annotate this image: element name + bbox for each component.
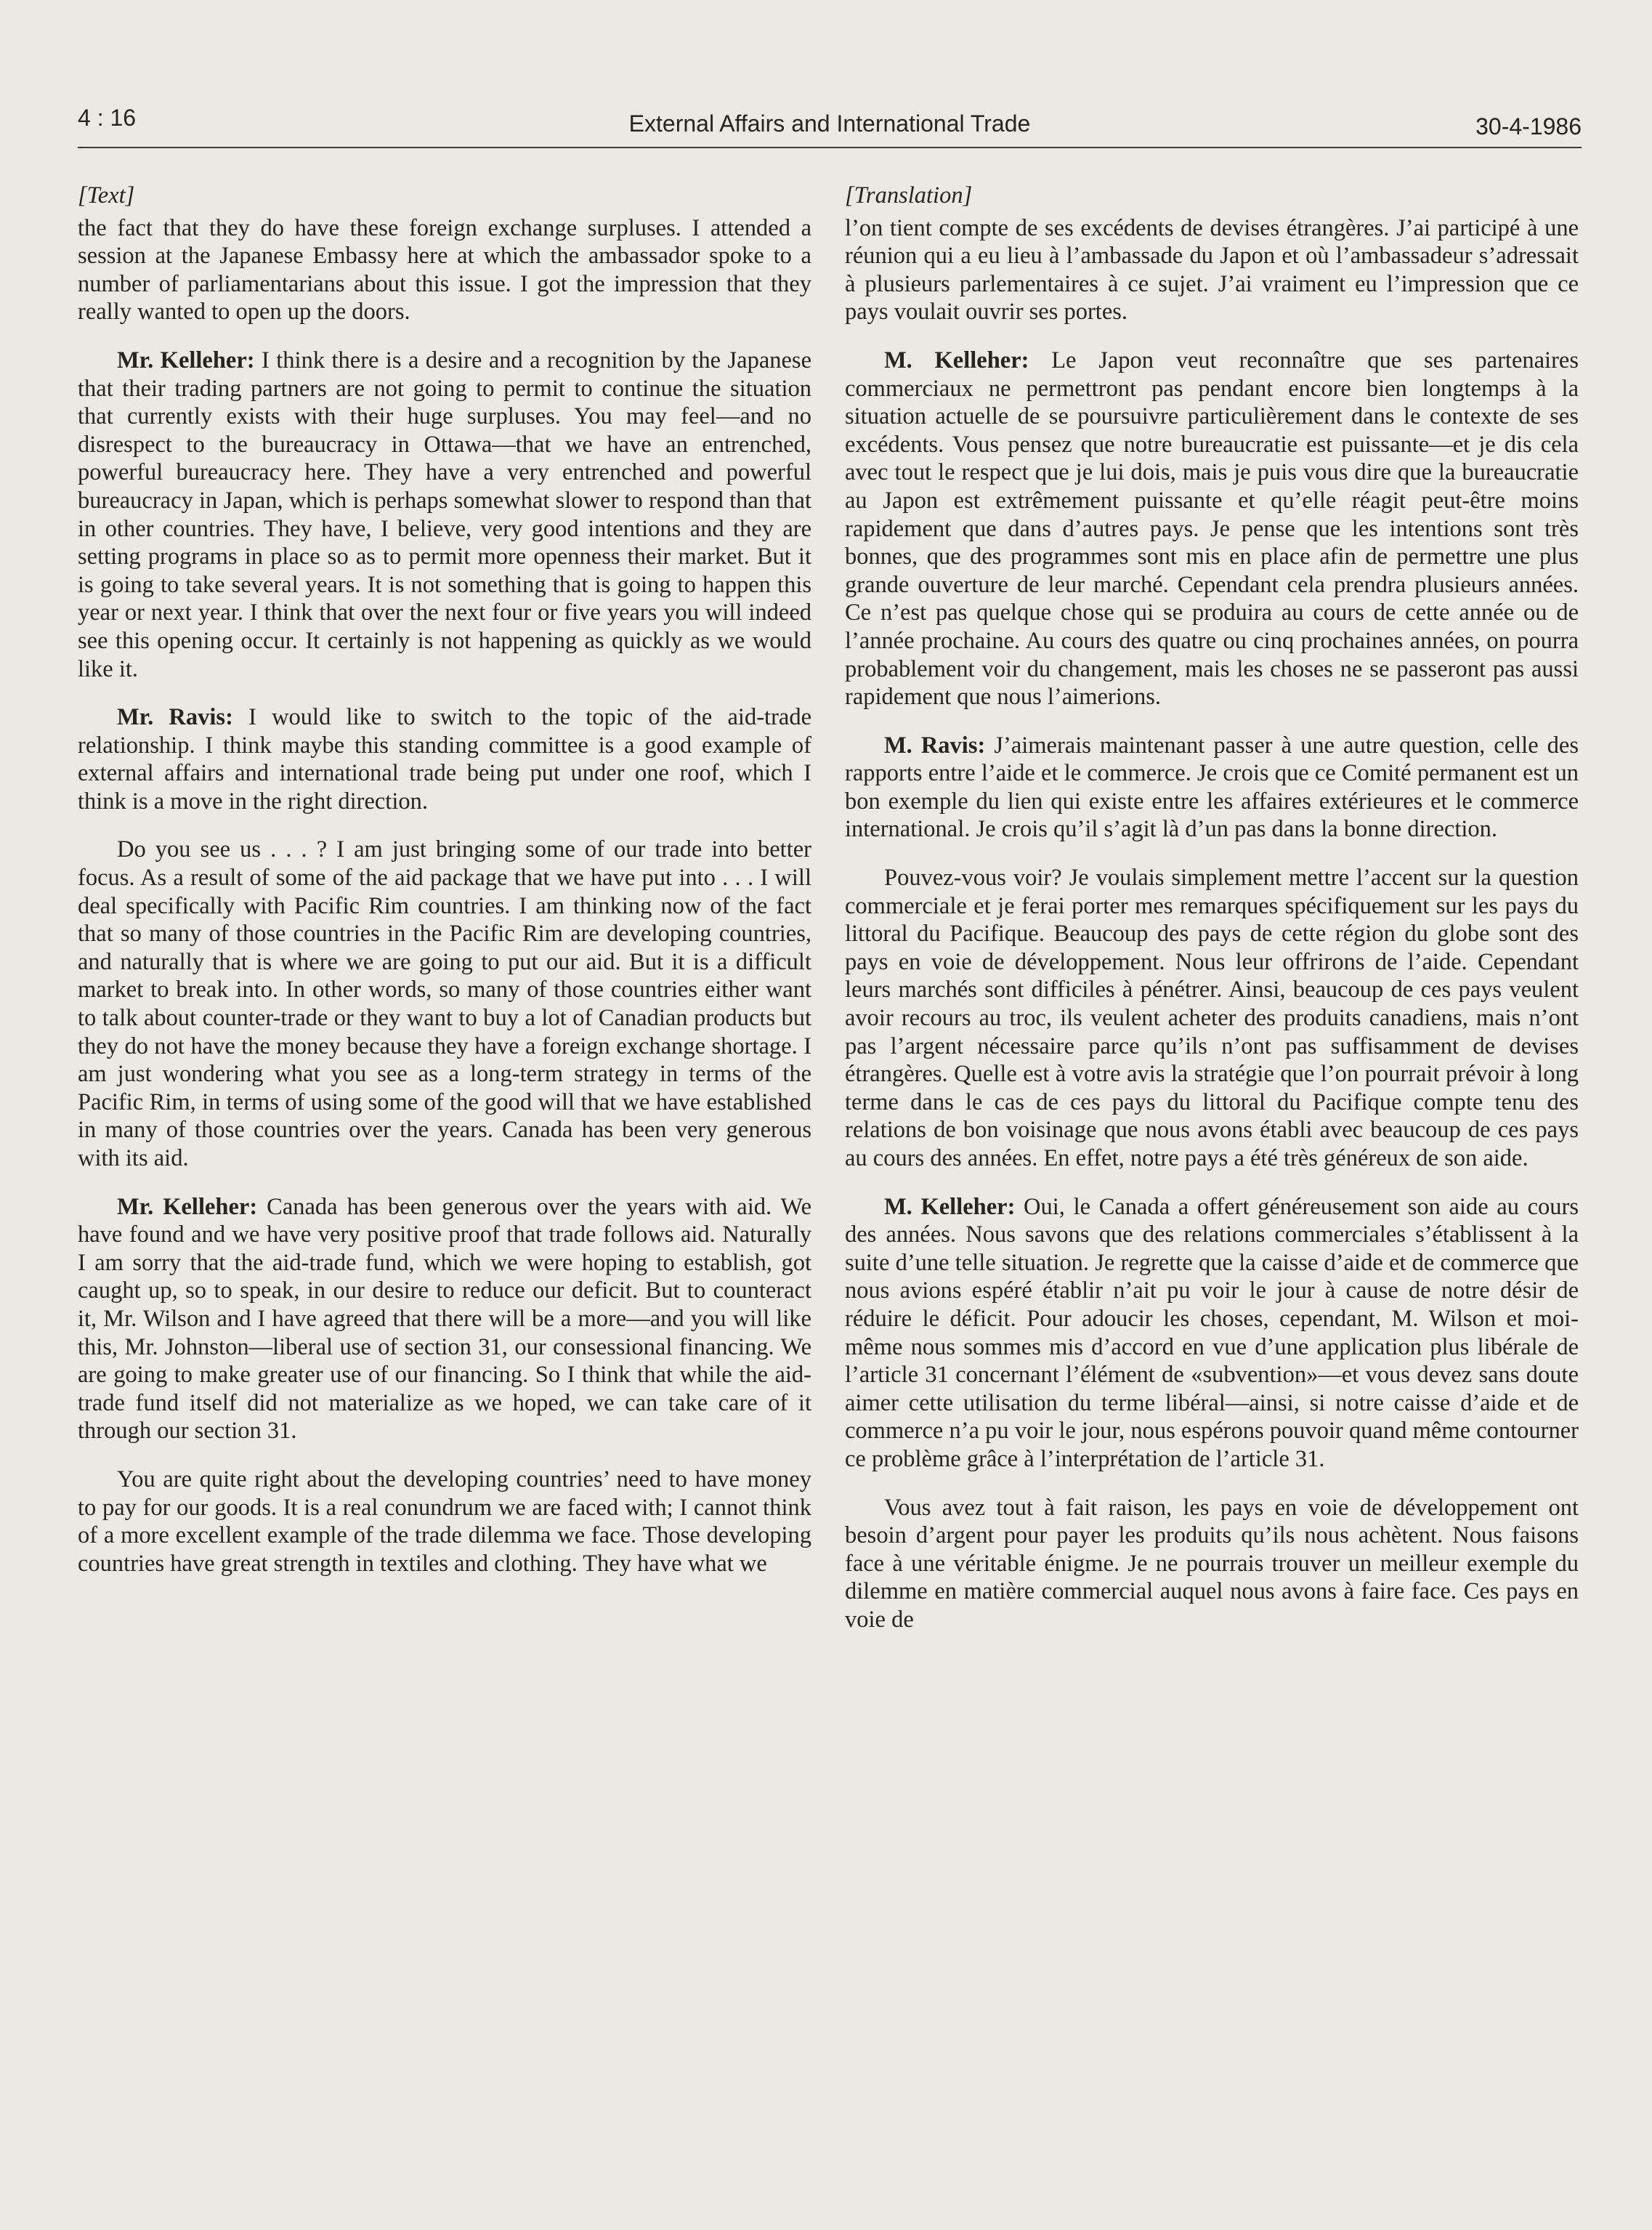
paragraph: Mr. Kelleher: Canada has been generous over the years with aid. We have found and we have very positive proof that trade follows aid. Naturally I am sorry that the aid-trade fund, which we were hoping to establish, got caught up, so to speak, in our desire to reduce our deficit. But to counteract it, Mr. Wilson and I have agreed that there will be a more—and you will like this, Mr. Johnston—liberal use of section 31, our consessional financing. We are going to make greater use of our financing. So I think that while the aid-trade fund itself did not materialize as we hoped, we can take care of it through our section 31. (78, 1193, 811, 1445)
paragraph: You are quite right about the developing countries’ need to have money to pay for our goods. It is a real conundrum we are faced with; I cannot think of a more excellent example of the trade dilemma we face. Those developing countries have great strength in textiles and clothing. They have what we (78, 1466, 811, 1577)
speaker-name: M. Kelleher: (884, 1193, 1016, 1220)
publication-title: External Affairs and International Trade (628, 110, 1031, 137)
paragraph: the fact that they do have these foreign exchange surpluses. I attended a session at the Japanese Embassy here at which the ambassador spoke to a number of parliamentarians about this issue. I got the impression that they really wanted to open up the doors. (78, 214, 811, 326)
speaker-name: M. Ravis: (884, 732, 986, 759)
speaker-name: Mr. Kelleher: (117, 1193, 258, 1220)
paragraph: M. Ravis: J’aimerais maintenant passer à une autre question, celle des rapports entre l’aide et le commerce. Je crois que ce Comité permanent est un bon exemple du lien qui existe entre les affaires extérieures et le commerce international. Je crois qu’il s’agit là d’un pas dans la bonne direction. (845, 732, 1579, 843)
paragraph: l’on tient compte de ses excédents de devises étrangères. J’ai participé à une réunion qui a eu lieu à l’ambassade du Japon et où l’ambassadeur s’adressait à plusieurs parlementaires à ce sujet. J’ai vraiment eu l’impression que ce pays voulait ouvrir ses portes. (845, 214, 1579, 326)
session-date: 30-4-1986 (1475, 113, 1582, 140)
running-header (78, 102, 1582, 148)
paragraph: M. Kelleher: Le Japon veut reconnaître que ses partenaires commerciaux ne permettront pas pendant encore bien longtemps à la situation actuelle de se poursuivre particulièrement dans le contexte de ses excédents. Vous pensez que notre bureaucratie est puissante—et je dis cela avec tout le respect que je lui dois, mais je puis vous dire que la bureaucratie au Japon est extrêmement puissante et qu’elle réagit peut-être moins rapidement que dans d’autres pays. Je pense que les intentions sont très bonnes, que des programmes sont mis en place afin de permettre une plus grande ouverture de leur marché. Cependant cela prendra plusieurs années. Ce n’est pas quelque chose qui se produira au cours de cette année ou de l’année prochaine. Au cours des quatre ou cinq prochaines années, on pourra probablement voir du changement, mais les choses ne se passeront pas aussi rapidement que nous l’aimerions. (845, 347, 1579, 711)
paragraph: M. Kelleher: Oui, le Canada a offert généreusement son aide au cours des années. Nous savons que des relations commerciales s’établissent à la suite d’une telle situation. Je regrette que la caisse d’aide et de commerce que nous avions espéré établir n’ait pu voir le jour à cause de notre désir de réduire le déficit. Pour adoucir les choses, cependant, M. Wilson et moi-même nous sommes mis d’accord en vue d’une application plus libérale de l’article 31 concernant l’élément de «subvention»—et vous devez sans doute aimer cette utilisation du terme libéral—ainsi, si notre caisse d’aide et de commerce n’a pu voir le jour, nous espérons pouvoir quand même contourner ce problème grâce à l’interprétation de l’article 31. (845, 1193, 1579, 1472)
speaker-name: M. Kelleher: (884, 347, 1029, 373)
page-number: 4 : 16 (78, 105, 137, 131)
english-column (78, 182, 811, 1598)
paragraph: Pouvez-vous voir? Je voulais simplement mettre l’accent sur la question commerciale et je ferai porter mes remarques spécifiquement sur les pays du littoral du Pacifique. Beaucoup des pays de cette région du globe sont des pays en voie de développement. Nous leur offrirons de l’aide. Cependant leurs marchés sont difficiles à pénétrer. Ainsi, beaucoup de ces pays veulent avoir recours au troc, ils veulent acheter des produits canadiens, mais n’ont pas l’argent nécessaire parce qu’ils n’ont pas suffisamment de devises étrangères. Quelle est à votre avis la stratégie que l’on pourrait prévoir à long terme dans le cas de ces pays du littoral du Pacifique compte tenu des relations de bon voisinage que nous avons établi avec beaucoup de ces pays au cours des années. En effet, notre pays a été très généreux de son aide. (845, 865, 1579, 1171)
translation-label: [Translation] (845, 182, 973, 209)
speaker-name: Mr. Kelleher: (117, 347, 255, 373)
paragraph: Vous avez tout à fait raison, les pays en voie de développement ont besoin d’argent pour payer les produits qu’ils nous achètent. Nous faisons face à une véritable énigme. Je ne pourrais trouver un meilleur exemple du dilemme en matière commercial auquel nous avons à faire face. Ces pays en voie de (845, 1494, 1579, 1633)
paragraph: Mr. Ravis: I would like to switch to the topic of the aid-trade relationship. I think maybe this standing committee is a good example of external affairs and international trade being put under one roof, which I think is a move in the right direction. (78, 704, 811, 815)
paragraph: Mr. Kelleher: I think there is a desire and a recognition by the Japanese that their trading partners are not going to permit to continue the situation that currently exists with their huge surpluses. You may feel—and no disrespect to the bureaucracy in Ottawa—that we have an entrenched, powerful bureaucracy here. They have a very entrenched and powerful bureaucracy in Japan, which is perhaps somewhat slower to respond than that in other countries. They have, I believe, very good intentions and they are setting programs in place so as to permit more openness their market. But it is going to take several years. It is not something that is going to happen this year or next year. I think that over the next four or five years you will indeed see this opening occur. It certainly is not happening as quickly as we would like it. (78, 347, 811, 682)
french-column (845, 182, 1579, 1655)
paragraph: Do you see us . . . ? I am just bringing some of our trade into better focus. As a result of some of the aid package that we have put into . . . I will deal specifically with Pacific Rim countries. I am thinking now of the fact that so many of those countries in the Pacific Rim are developing countries, and naturally that is where we are going to put our aid. But it is a difficult market to break into. In other words, so many of those countries either want to talk about counter-trade or they want to buy a lot of Canadian products but they do not have the money because they have a foreign exchange shortage. I am just wondering what you see as a long-term strategy in terms of the Pacific Rim, in terms of using some of the good will that we have established in many of those countries over the years. Canada has been very generous with its aid. (78, 836, 811, 1171)
text-label: [Text] (78, 182, 135, 209)
speaker-name: Mr. Ravis: (117, 704, 233, 731)
